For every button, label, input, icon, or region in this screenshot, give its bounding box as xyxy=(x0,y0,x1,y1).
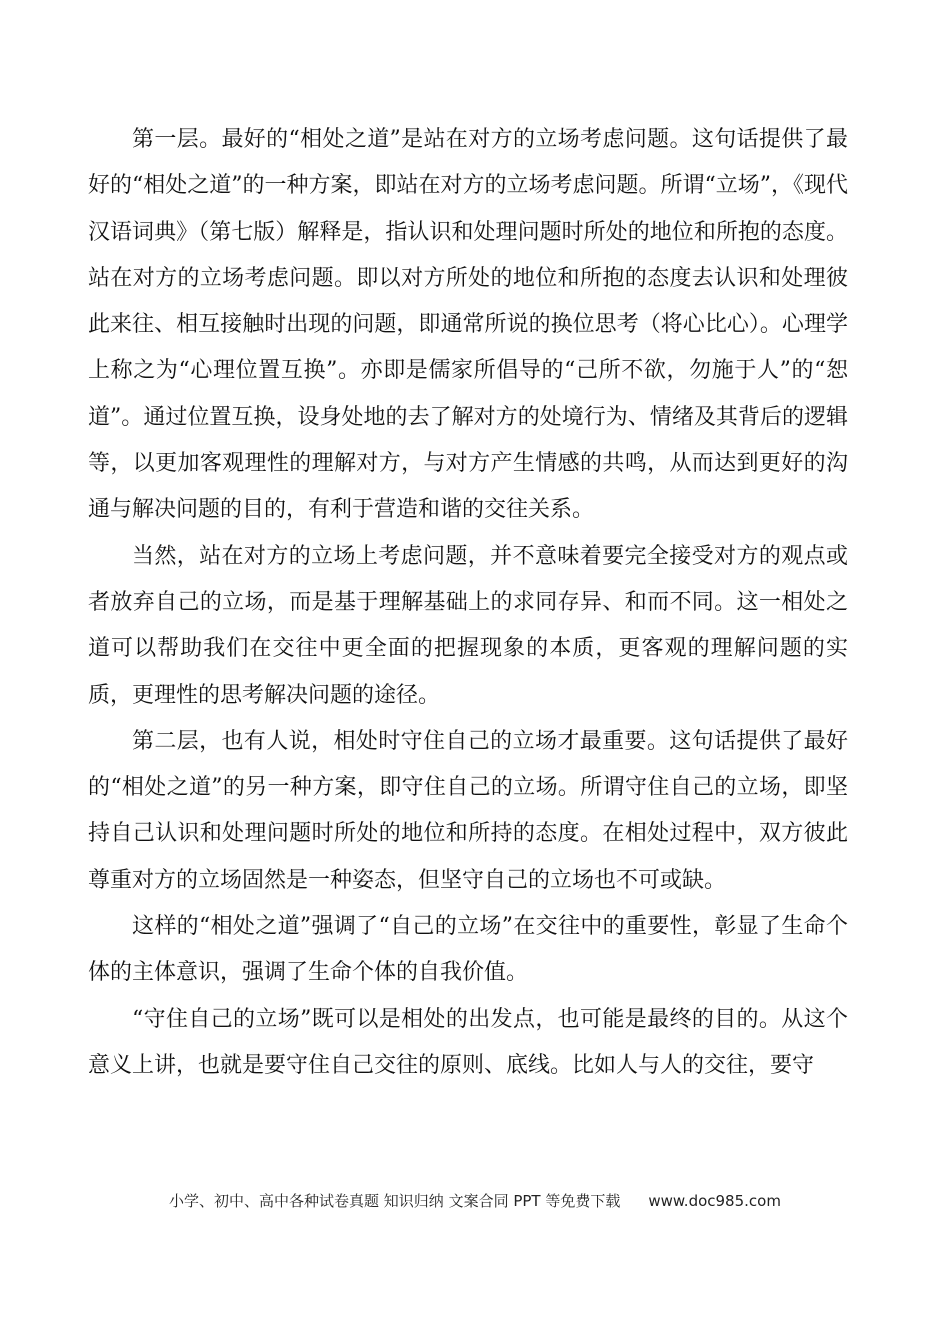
paragraph-2: 当然，站在对方的立场上考虑问题，并不意味着要完全接受对方的观点或者放弃自己的立场，而是基于理解基础上的求同存异、和而不同。这一相处之道可以帮助我们在交往中更全面的把握现象的本质，更客观的理解问题的实质，更理性的思考解决问题的途径。 xyxy=(88,543,848,708)
footer-url: www.doc985.com xyxy=(648,1192,781,1210)
paragraph-3: 第二层，也有人说，相处时守住自己的立场才最重要。这句话提供了最好的“相处之道”的另一种方案，即守住自己的立场。所谓守住自己的立场，即坚持自己认识和处理问题时所处的地位和所持的态度。在相处过程中，双方彼此尊重对方的立场固然是一种姿态，但坚守自己的立场也不可或缺。 xyxy=(88,728,848,893)
paragraph-1: 第一层。最好的“相处之道”是站在对方的立场考虑问题。这句话提供了最好的“相处之道”的一种方案，即站在对方的立场考虑问题。所谓“立场”，《现代汉语词典》（第七版）解释是，指认识和处理问题时所处的地位和所抱的态度。站在对方的立场考虑问题。即以对方所处的地位和所抱的态度去认识和处理彼此来往、相互接触时出现的问题，即通常所说的换位思考（将心比心）。心理学上称之为“心理位置互换”。亦即是儒家所倡导的“己所不欲，勿施于人”的“恕道”。通过位置互换，设身处地的去了解对方的处境行为、情绪及其背后的逻辑等，以更加客观理性的理解对方，与对方产生情感的共鸣，从而达到更好的沟通与解决问题的目的，有利于营造和谐的交往关系。 xyxy=(88,127,848,523)
document-body xyxy=(88,117,848,1089)
paragraph-4: 这样的“相处之道”强调了“自己的立场”在交往中的重要性，彰显了生命个体的主体意识，强调了生命个体的自我价值。 xyxy=(88,914,848,986)
footer-text: 小学、初中、高中各种试卷真题 知识归纳 文案合同 PPT 等免费下载 xyxy=(169,1192,621,1210)
page-footer xyxy=(0,1190,950,1211)
paragraph-5: “守住自己的立场”既可以是相处的出发点，也可能是最终的目的。从这个意义上讲，也就是要守住自己交往的原则、底线。比如人与人的交往，要守 xyxy=(88,1006,848,1078)
